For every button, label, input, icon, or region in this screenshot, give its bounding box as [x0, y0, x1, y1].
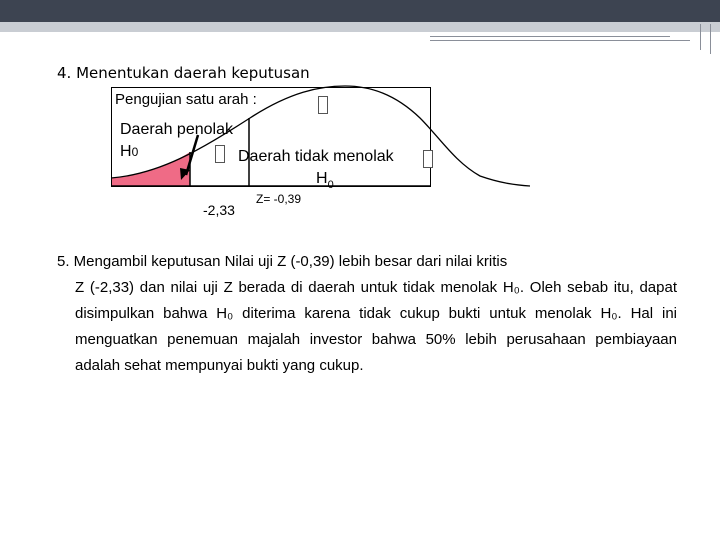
reject-region-label: Daerah penolak [120, 121, 233, 138]
figure-title: Pengujian satu arah : [115, 91, 257, 108]
critical-value-label: -2,33 [203, 202, 235, 218]
resize-handle[interactable] [423, 150, 433, 168]
accept-region-h0: $H_0$ [316, 170, 334, 191]
accept-region-label: Daerah tidak menolak [238, 148, 394, 165]
z-value-label: Z= -0,39 [256, 192, 302, 206]
conclusion-paragraph [57, 249, 677, 379]
section-heading: 4. Menentukan daerah keputusan [57, 64, 310, 82]
paragraph-body: Z (-2,33) dan nilai uji Z berada di daerah untuk tidak menolak H₀. Oleh sebab itu, dapat disimpulkan bahwa H₀ diterima karena tidak cukup bukti untuk menolak H₀. Hal ini menguatkan penemuan majalah investor bahwa 50% lebih perusahaan pembiayaan adalah sehat mempunyai bukti yang cukup. [75, 279, 677, 374]
resize-handle[interactable] [318, 96, 328, 114]
paragraph-line-1: 5. Mengambil keputusan Nilai uji Z (-0,39) lebih besar dari nilai kritis [57, 253, 508, 270]
reject-region-h0: H0 [120, 143, 139, 160]
resize-handle[interactable] [215, 145, 225, 163]
